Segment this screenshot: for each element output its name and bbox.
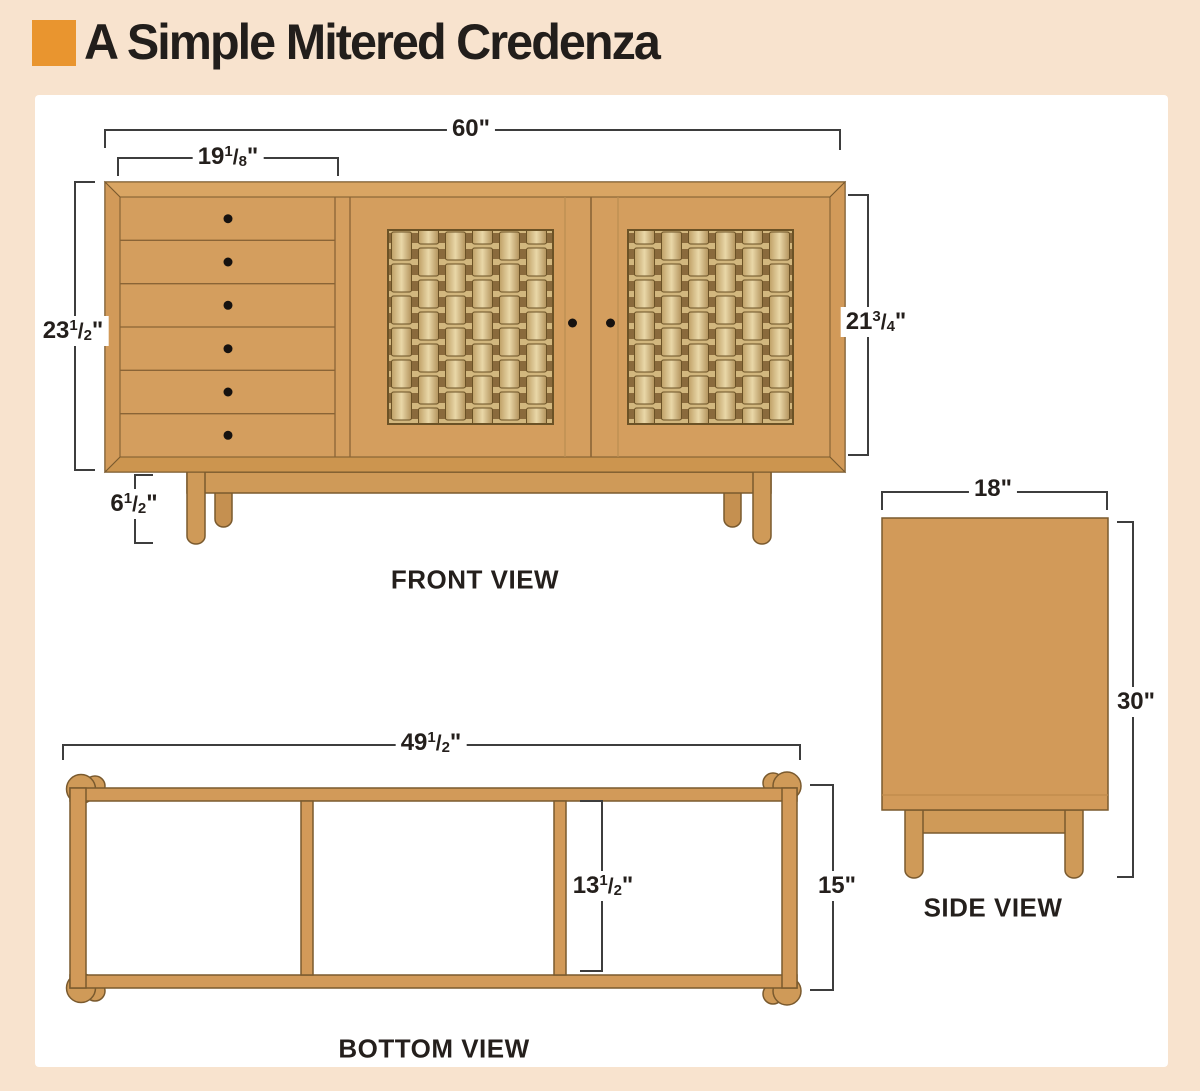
dim-side-height: 30" xyxy=(1112,687,1160,717)
case-top-band xyxy=(105,182,845,197)
bottom-dim-lines xyxy=(63,745,833,990)
dim-drawer-width: $19^1/8$" xyxy=(193,142,264,172)
dim-bottom-inner: $13^1/2$" xyxy=(568,871,639,901)
side-rail xyxy=(920,810,1070,833)
dim-front-width: 60" xyxy=(447,114,495,144)
front-left-leg xyxy=(187,471,205,544)
side-left-leg xyxy=(905,810,923,878)
right-door-knob xyxy=(606,319,615,328)
bottom-view-label: BOTTOM VIEW xyxy=(338,1033,530,1064)
doors xyxy=(388,197,793,457)
bottom-leg-lobes xyxy=(67,772,802,1005)
case-bottom-band xyxy=(105,457,845,472)
bottom-divider-2 xyxy=(554,801,566,975)
dim-front-height: $23^1/2$" xyxy=(38,316,109,346)
bottom-frame xyxy=(70,788,797,988)
bottom-divider-1 xyxy=(301,801,313,975)
front-view-label: FRONT VIEW xyxy=(390,564,560,595)
front-apron xyxy=(187,472,771,493)
side-right-leg xyxy=(1065,810,1083,878)
side-view-label: SIDE VIEW xyxy=(923,892,1063,923)
dim-bottom-depth: 15" xyxy=(813,871,861,901)
dim-bottom-width: $49^1/2$" xyxy=(396,728,467,758)
bottom-view-drawing xyxy=(63,745,833,1005)
page-title: A Simple Mitered Credenza xyxy=(84,14,659,70)
dim-door-height: $21^3/4$" xyxy=(841,307,912,337)
dim-side-width: 18" xyxy=(969,474,1017,504)
front-right-leg xyxy=(753,471,771,544)
front-view-drawing xyxy=(75,130,868,544)
left-door-weave-panel xyxy=(388,230,553,424)
dim-leg-height: $6^1/2$" xyxy=(105,489,162,519)
side-case xyxy=(882,518,1108,810)
side-view-drawing xyxy=(882,492,1133,878)
right-door-weave-panel xyxy=(628,230,793,424)
left-door-knob xyxy=(568,319,577,328)
